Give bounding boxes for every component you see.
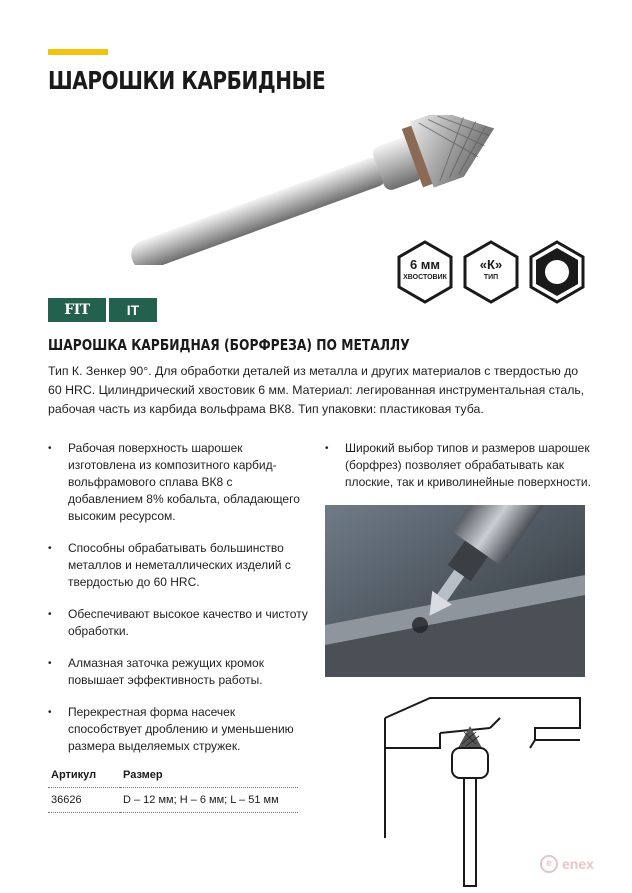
page-title: ШАРОШКИ КАРБИДНЫЕ [48,66,326,95]
fit-logo: FIT [48,298,106,322]
list-item: • Широкий выбор типов и размеров шарошек (борфрез) позволяет обрабатывать как плоские, так и криволинейные поверхности. [325,440,595,491]
watermark [540,855,594,873]
it-logo: IT [109,298,157,322]
column-header-article: Артикул [51,769,97,781]
shank-badge [396,240,454,304]
type-badge [462,240,520,304]
feature-list-right [325,440,595,506]
type-badge-value: «К» [479,257,503,272]
type-badge-label: ТИП [483,274,499,281]
brand-logo [48,298,157,322]
usage-photo [325,505,585,677]
product-description: Тип К. Зенкер 90°. Для обработки деталей из металла и других материалов с твердостью до 60 HRC. Цилиндрический хвостовик 6 мм. Материал: легированная инструментальная сталь, рабочая часть из карбида вольфрама ВК8. Тип упаковки: пластиковая туба. [48,364,585,416]
watermark-text: enex [562,856,594,872]
hexagon-icon [462,240,520,304]
watermark-icon: e [540,855,558,873]
accent-bar [48,49,108,55]
column-header-size: Размер [123,769,163,781]
list-item: • Алмазная заточка режущих кромок повышает эффективность работы. [48,655,308,689]
list-item: • Перекрестная форма насечек способствует дроблению и уменьшению размера выделяемых стружек. [48,704,308,755]
article-cell: 36626 [51,794,82,806]
spec-table [48,766,298,813]
size-cell: D – 12 мм; H – 6 мм; L – 51 мм [123,794,279,806]
shank-badge-label: ХВОСТОВИК [403,274,447,281]
hex-nut-badge [528,240,586,304]
list-item: • Рабочая поверхность шарошек изготовлена из композитного карбид-вольфрамового сплава ВК8 с добавлением 8% кобальта, обладающего высоким ресурсом. [48,440,308,525]
table-row [48,788,298,813]
shank-badge-value: 6 мм [409,257,441,272]
table-header-row [48,766,298,788]
product-subtitle: ШАРОШКА КАРБИДНАЯ (БОРФРЕЗА) ПО МЕТАЛЛУ [48,336,410,354]
hexagon-icon [396,240,454,304]
feature-list-left [48,440,308,770]
list-item: • Обеспечивают высокое качество и чистоту обработки. [48,606,308,640]
feature-badges [396,240,586,304]
hex-nut-icon [528,240,586,304]
list-item: • Способны обрабатывать большинство металлов и неметаллических изделий с твердостью до 60 HRC. [48,540,308,591]
